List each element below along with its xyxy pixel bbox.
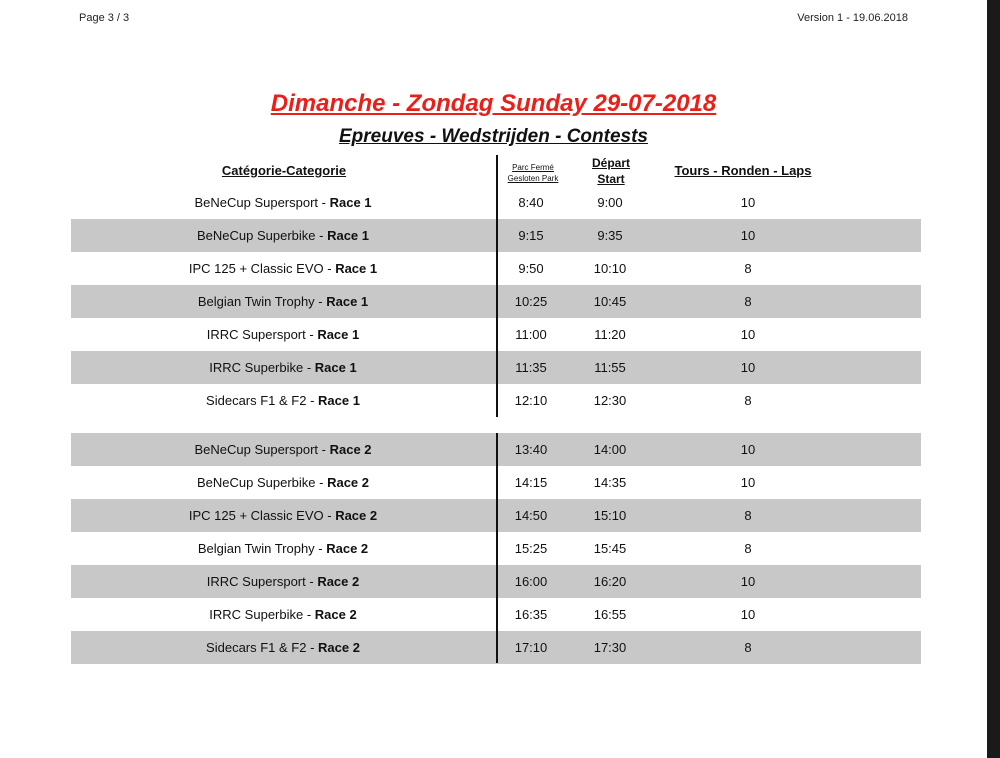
laps-count: 10 [740, 228, 756, 243]
category-cell [137, 532, 429, 565]
parc-ferme-time: 9:15 [518, 228, 544, 243]
category-name: IRRC Supersport - [206, 574, 318, 589]
parc-ferme-time: 9:50 [518, 261, 544, 276]
depart-label: Départ [591, 156, 630, 170]
viewer-edge [987, 0, 1000, 758]
parc-ferme-time: 17:10 [514, 640, 548, 655]
race-label: Race 1 [335, 261, 378, 276]
start-time: 11:20 [594, 327, 626, 342]
laps-count: 10 [740, 475, 756, 490]
parc-ferme-time: 14:15 [514, 475, 548, 490]
laps-count: 10 [740, 195, 756, 210]
category-name: IRRC Superbike - [209, 607, 315, 622]
start-time: 16:55 [593, 607, 627, 622]
parc-ferme-time: 13:40 [514, 442, 548, 457]
start-time: 15:10 [593, 508, 627, 523]
start-time: 14:35 [593, 475, 627, 490]
category-name: BeNeCup Supersport - [194, 195, 330, 210]
gesloten-park-label: Gesloten Park [507, 174, 559, 183]
column-divider-bottom [496, 433, 498, 663]
category-name: IRRC Supersport - [206, 327, 318, 342]
laps-count: 8 [744, 508, 752, 523]
column-divider-top [496, 155, 498, 417]
category-name: BeNeCup Superbike - [197, 228, 328, 243]
category-name: IPC 125 + Classic EVO - [188, 508, 336, 523]
start-time: 9:35 [597, 228, 623, 243]
start-label: Start [597, 172, 625, 186]
parc-ferme-time: 12:10 [514, 393, 548, 408]
category-cell [137, 499, 429, 532]
race-label: Race 1 [326, 294, 369, 309]
category-cell [137, 565, 429, 598]
parc-ferme-time: 8:40 [518, 195, 544, 210]
page-number: Page 3 / 3 [79, 12, 130, 24]
parc-ferme-label: Parc Fermé [512, 163, 554, 172]
category-name: Sidecars F1 & F2 - [206, 640, 319, 655]
column-header-laps: Tours - Ronden - Laps [674, 163, 812, 178]
race-label: Race 1 [317, 327, 360, 342]
parc-ferme-time: 15:25 [514, 541, 548, 556]
category-cell [137, 466, 429, 499]
category-cell [137, 598, 429, 631]
parc-ferme-time: 11:35 [515, 360, 547, 375]
category-name: BeNeCup Supersport - [194, 442, 330, 457]
start-time: 14:00 [593, 442, 627, 457]
category-cell [137, 631, 429, 664]
category-cell [137, 433, 429, 466]
race-label: Race 2 [327, 475, 369, 490]
category-name: Belgian Twin Trophy - [197, 541, 327, 556]
category-name: BeNeCup Superbike - [197, 475, 328, 490]
laps-count: 10 [740, 607, 756, 622]
race-label: Race 2 [335, 508, 378, 523]
column-header-category: Catégorie-Categorie [221, 163, 347, 178]
category-name: Belgian Twin Trophy - [197, 294, 327, 309]
laps-count: 10 [740, 327, 756, 342]
start-time: 16:20 [593, 574, 627, 589]
race-label: Race 2 [326, 541, 369, 556]
laps-count: 10 [740, 574, 756, 589]
page-title: Dimanche - Zondag Sunday 29-07-2018 [270, 90, 717, 117]
laps-count: 10 [740, 360, 756, 375]
start-time: 10:45 [593, 294, 627, 309]
race-label: Race 2 [314, 607, 357, 622]
race-label: Race 1 [314, 360, 357, 375]
start-time: 12:30 [593, 393, 627, 408]
version-label: Version 1 - 19.06.2018 [797, 12, 908, 24]
category-cell [137, 351, 429, 384]
laps-count: 10 [740, 442, 756, 457]
race-label: Race 1 [318, 393, 360, 408]
category-cell [137, 186, 429, 219]
start-time: 15:45 [593, 541, 627, 556]
parc-ferme-time: 14:50 [514, 508, 548, 523]
start-time: 17:30 [593, 640, 627, 655]
laps-count: 8 [744, 640, 752, 655]
laps-count: 8 [744, 541, 752, 556]
category-cell [137, 285, 429, 318]
category-name: Sidecars F1 & F2 - [206, 393, 319, 408]
parc-ferme-time: 11:00 [515, 327, 547, 342]
race-label: Race 1 [329, 195, 372, 210]
race-label: Race 1 [327, 228, 369, 243]
race-label: Race 2 [329, 442, 372, 457]
category-name: IPC 125 + Classic EVO - [188, 261, 336, 276]
column-header-depart [575, 155, 647, 187]
parc-ferme-time: 10:25 [514, 294, 548, 309]
start-time: 9:00 [597, 195, 623, 210]
parc-ferme-time: 16:00 [514, 574, 548, 589]
start-time: 10:10 [593, 261, 627, 276]
laps-count: 8 [744, 294, 752, 309]
laps-count: 8 [744, 261, 752, 276]
race-label: Race 2 [318, 640, 360, 655]
column-header-parc-ferme [498, 162, 568, 184]
category-name: IRRC Superbike - [209, 360, 315, 375]
parc-ferme-time: 16:35 [514, 607, 548, 622]
race-label: Race 2 [317, 574, 360, 589]
start-time: 11:55 [594, 360, 626, 375]
category-cell [137, 252, 429, 285]
category-cell [137, 318, 429, 351]
page-subtitle: Epreuves - Wedstrijden - Contests [339, 126, 648, 147]
laps-count: 8 [744, 393, 752, 408]
category-cell [137, 384, 429, 417]
category-cell [137, 219, 429, 252]
